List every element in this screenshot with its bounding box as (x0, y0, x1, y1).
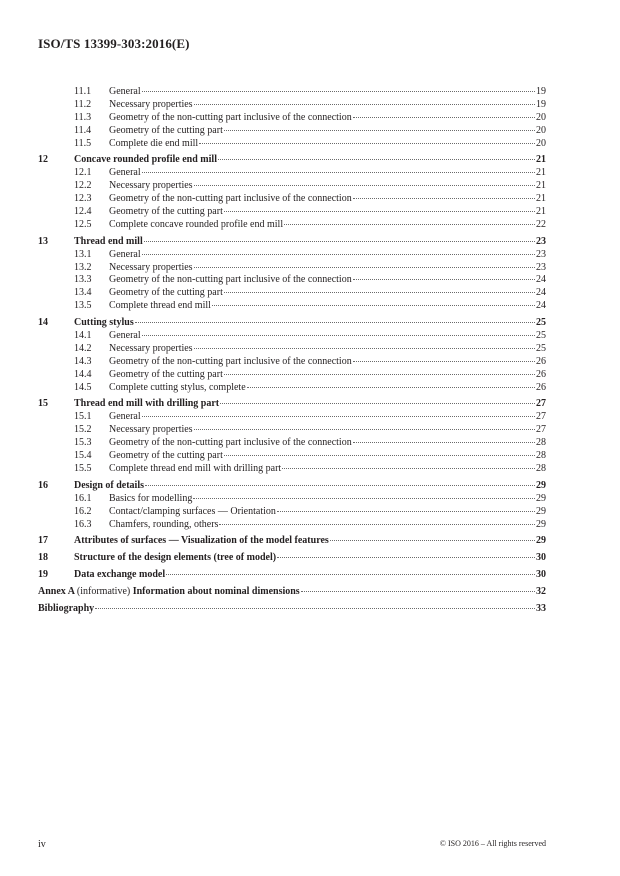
dot-leader (194, 267, 535, 268)
toc-entry-title: Complete concave rounded profile end mill (109, 218, 284, 230)
toc-entry-title (38, 586, 300, 599)
toc-entry-page: 27 (536, 411, 546, 423)
document-id: ISO/TS 13399-303:2016(E) (38, 36, 190, 51)
toc-entry-title: Contact/clamping surfaces — Orientation (109, 505, 276, 517)
toc-entry-page: 33 (536, 602, 546, 614)
toc-entry-number: 11.3 (74, 111, 92, 123)
toc-entry-page: 30 (536, 552, 546, 564)
toc-entry-page: 25 (536, 330, 546, 342)
annex-label: Annex A (38, 586, 75, 598)
page-number: iv (38, 839, 46, 850)
toc-entry-page: 27 (536, 424, 546, 436)
toc-entry[interactable] (38, 450, 546, 463)
toc-entry-number: 13.5 (74, 300, 92, 312)
toc-entry[interactable] (38, 262, 546, 275)
toc-entry-page: 23 (536, 235, 546, 247)
toc-entry[interactable] (38, 398, 546, 411)
annex-type: (informative) (76, 586, 131, 598)
toc-entry-page: 28 (536, 437, 546, 449)
toc-entry-title: Thread end mill (74, 235, 143, 247)
toc-entry-page: 27 (536, 398, 546, 410)
toc-entry-number: 12.2 (74, 180, 92, 192)
toc-entry-page: 20 (536, 137, 546, 149)
toc-entry-title: Geometry of the non-cutting part inclusive of the connection (109, 111, 352, 123)
toc-entry-number: 13.1 (74, 248, 92, 260)
toc-entry-page: 24 (536, 287, 546, 299)
toc-entry-page: 23 (536, 261, 546, 273)
toc-entry[interactable] (38, 300, 546, 313)
dot-leader (142, 254, 535, 255)
dot-leader (353, 279, 535, 280)
toc-entry[interactable] (38, 552, 546, 565)
toc-entry-page: 29 (536, 505, 546, 517)
toc-entry-number: 14.3 (74, 355, 92, 367)
dot-leader (224, 292, 535, 293)
toc-entry-title: Data exchange model (74, 569, 166, 581)
toc-entry-number: 13.2 (74, 261, 92, 273)
copyright-notice: © ISO 2016 – All rights reserved (439, 839, 546, 848)
toc-entry-title: Complete die end mill (109, 137, 199, 149)
toc-entry-title: Thread end mill with drilling part (74, 398, 220, 410)
toc-entry-number: 13 (38, 235, 48, 247)
toc-entry-title: Bibliography (38, 602, 95, 614)
dot-leader (194, 429, 535, 430)
toc-entry-title: Geometry of the cutting part (109, 287, 223, 299)
toc-entry[interactable] (38, 535, 546, 548)
toc-entry[interactable] (38, 86, 546, 99)
toc-entry-page: 24 (536, 274, 546, 286)
toc-entry[interactable] (38, 586, 546, 599)
dot-leader (224, 130, 535, 131)
dot-leader (144, 241, 535, 242)
dot-leader (142, 91, 535, 92)
dot-leader (282, 468, 535, 469)
dot-leader (194, 104, 535, 105)
toc-entry-number: 11.2 (74, 98, 92, 110)
toc-entry-page: 21 (536, 193, 546, 205)
toc-entry-number: 16.2 (74, 505, 92, 517)
dot-leader (277, 557, 535, 558)
toc-entry-title: Geometry of the cutting part (109, 124, 223, 136)
toc-entry[interactable] (38, 249, 546, 262)
dot-leader (194, 348, 535, 349)
toc-entry-page: 21 (536, 206, 546, 218)
toc-entry-title: Concave rounded profile end mill (74, 154, 217, 166)
toc-entry-number: 14.5 (74, 381, 92, 393)
toc-entry-page: 21 (536, 154, 546, 166)
toc-entry[interactable] (38, 154, 546, 167)
toc-entry-title: General (109, 411, 141, 423)
toc-entry-page: 30 (536, 569, 546, 581)
dot-leader (219, 524, 535, 525)
toc-entry-title: Necessary properties (109, 98, 193, 110)
toc-entry-number: 12.4 (74, 206, 92, 218)
dot-leader (220, 403, 535, 404)
toc-entry-title: Complete thread end mill (109, 300, 211, 312)
toc-entry-page: 29 (536, 535, 546, 547)
toc-entry-number: 12 (38, 154, 48, 166)
dot-leader (194, 185, 535, 186)
toc-entry-number: 12.3 (74, 193, 92, 205)
toc-entry-title: Complete thread end mill with drilling part (109, 462, 282, 474)
toc-entry-title: General (109, 167, 141, 179)
toc-entry-number: 12.5 (74, 218, 92, 230)
toc-entry-number: 15 (38, 398, 48, 410)
toc-entry[interactable] (38, 569, 546, 582)
toc-entry-title: General (109, 330, 141, 342)
toc-entry[interactable] (38, 138, 546, 151)
dot-leader (145, 485, 535, 486)
toc-entry-page: 26 (536, 368, 546, 380)
toc-entry-page: 20 (536, 111, 546, 123)
toc-entry[interactable] (38, 193, 546, 206)
toc-entry-title: Necessary properties (109, 424, 193, 436)
toc-entry-title: General (109, 86, 141, 97)
toc-entry[interactable] (38, 317, 546, 330)
toc-entry[interactable] (38, 206, 546, 219)
toc-entry-number: 16 (38, 479, 48, 491)
toc-entry-title: Geometry of the cutting part (109, 450, 223, 462)
toc-entry-page: 26 (536, 381, 546, 393)
dot-leader (277, 511, 535, 512)
dot-leader (218, 159, 535, 160)
dot-leader (142, 416, 535, 417)
toc-entry[interactable] (38, 411, 546, 424)
toc-entry-number: 14.2 (74, 342, 92, 354)
toc-entry-page: 19 (536, 98, 546, 110)
dot-leader (353, 442, 535, 443)
toc-entry[interactable] (38, 236, 546, 249)
dot-leader (224, 455, 535, 456)
toc-entry[interactable] (38, 437, 546, 450)
toc-entry[interactable] (38, 506, 546, 519)
toc-entry-number: 19 (38, 569, 48, 581)
toc-entry[interactable] (38, 274, 546, 287)
toc-entry[interactable] (38, 519, 546, 532)
toc-entry-title: Geometry of the non-cutting part inclusive of the connection (109, 355, 352, 367)
toc-entry-number: 12.1 (74, 167, 92, 179)
annex-title: Information about nominal dimensions (132, 586, 300, 598)
toc-entry-number: 18 (38, 552, 48, 564)
toc-entry-title: Necessary properties (109, 180, 193, 192)
toc-entry-title: Geometry of the cutting part (109, 368, 223, 380)
toc-entry-page: 24 (536, 300, 546, 312)
toc-entry-number: 11.5 (74, 137, 92, 149)
toc-entry-title: Geometry of the non-cutting part inclusive of the connection (109, 193, 352, 205)
dot-leader (212, 305, 535, 306)
toc-entry-page: 22 (536, 218, 546, 230)
toc-entry-title: Geometry of the non-cutting part inclusive of the connection (109, 274, 352, 286)
toc-entry-number: 15.5 (74, 462, 92, 474)
toc-entry-number: 16.1 (74, 492, 92, 504)
dot-leader (142, 335, 535, 336)
table-of-contents (38, 86, 546, 616)
toc-entry[interactable] (38, 493, 546, 506)
toc-entry-page: 25 (536, 342, 546, 354)
toc-entry[interactable] (38, 343, 546, 356)
toc-entry-page: 29 (536, 492, 546, 504)
toc-entry-page: 25 (536, 317, 546, 329)
toc-entry-page: 26 (536, 355, 546, 367)
toc-entry-title: Structure of the design elements (tree of model) (74, 552, 277, 564)
toc-entry[interactable] (38, 603, 546, 616)
dot-leader (330, 540, 535, 541)
toc-entry-title: Chamfers, rounding, others (109, 518, 219, 530)
toc-entry[interactable] (38, 287, 546, 300)
toc-entry[interactable] (38, 369, 546, 382)
toc-entry-page: 28 (536, 450, 546, 462)
toc-entry-page: 19 (536, 86, 546, 97)
toc-entry-title: Necessary properties (109, 342, 193, 354)
toc-entry[interactable] (38, 463, 546, 476)
dot-leader (224, 211, 535, 212)
toc-entry-number: 15.2 (74, 424, 92, 436)
toc-entry-title: General (109, 248, 141, 260)
dot-leader (166, 574, 535, 575)
toc-entry-number: 15.1 (74, 411, 92, 423)
toc-entry-title: Attributes of surfaces — Visualization of the model features (74, 535, 329, 547)
toc-entry-page: 23 (536, 248, 546, 260)
toc-entry-number: 14.1 (74, 330, 92, 342)
dot-leader (224, 374, 535, 375)
toc-entry-title: Geometry of the non-cutting part inclusive of the connection (109, 437, 352, 449)
toc-entry-number: 16.3 (74, 518, 92, 530)
toc-entry-number: 11.1 (74, 86, 92, 97)
toc-entry-page: 29 (536, 518, 546, 530)
toc-entry-number: 13.4 (74, 287, 92, 299)
toc-entry-page: 21 (536, 167, 546, 179)
toc-entry-number: 14.4 (74, 368, 92, 380)
dot-leader (353, 198, 535, 199)
toc-entry-number: 13.3 (74, 274, 92, 286)
toc-entry-page: 28 (536, 462, 546, 474)
toc-entry[interactable] (38, 356, 546, 369)
toc-entry[interactable] (38, 480, 546, 493)
toc-entry-page: 21 (536, 180, 546, 192)
dot-leader (284, 224, 535, 225)
dot-leader (135, 322, 535, 323)
toc-entry[interactable] (38, 219, 546, 232)
toc-entry-number: 17 (38, 535, 48, 547)
toc-entry[interactable] (38, 167, 546, 180)
toc-entry-page: 32 (536, 586, 546, 598)
toc-entry-number: 15.3 (74, 437, 92, 449)
toc-entry-number: 11.4 (74, 124, 92, 136)
dot-leader (199, 143, 535, 144)
toc-entry-title: Basics for modelling (109, 492, 193, 504)
toc-entry-page: 29 (536, 479, 546, 491)
toc-entry[interactable] (38, 99, 546, 112)
dot-leader (247, 387, 535, 388)
toc-entry[interactable] (38, 424, 546, 437)
toc-entry-title: Complete cutting stylus, complete (109, 381, 246, 393)
toc-entry-title: Geometry of the cutting part (109, 206, 223, 218)
dot-leader (95, 608, 535, 609)
toc-entry[interactable] (38, 180, 546, 193)
toc-entry-number: 15.4 (74, 450, 92, 462)
dot-leader (353, 361, 535, 362)
toc-entry-number: 14 (38, 317, 48, 329)
dot-leader (353, 117, 535, 118)
toc-entry[interactable] (38, 125, 546, 138)
toc-entry-title: Cutting stylus (74, 317, 134, 329)
dot-leader (193, 498, 535, 499)
toc-entry-page: 20 (536, 124, 546, 136)
toc-entry[interactable] (38, 112, 546, 125)
toc-entry-title: Necessary properties (109, 261, 193, 273)
toc-entry[interactable] (38, 382, 546, 395)
toc-entry-title: Design of details (74, 479, 144, 491)
toc-entry[interactable] (38, 330, 546, 343)
dot-leader (301, 591, 535, 592)
dot-leader (142, 172, 535, 173)
